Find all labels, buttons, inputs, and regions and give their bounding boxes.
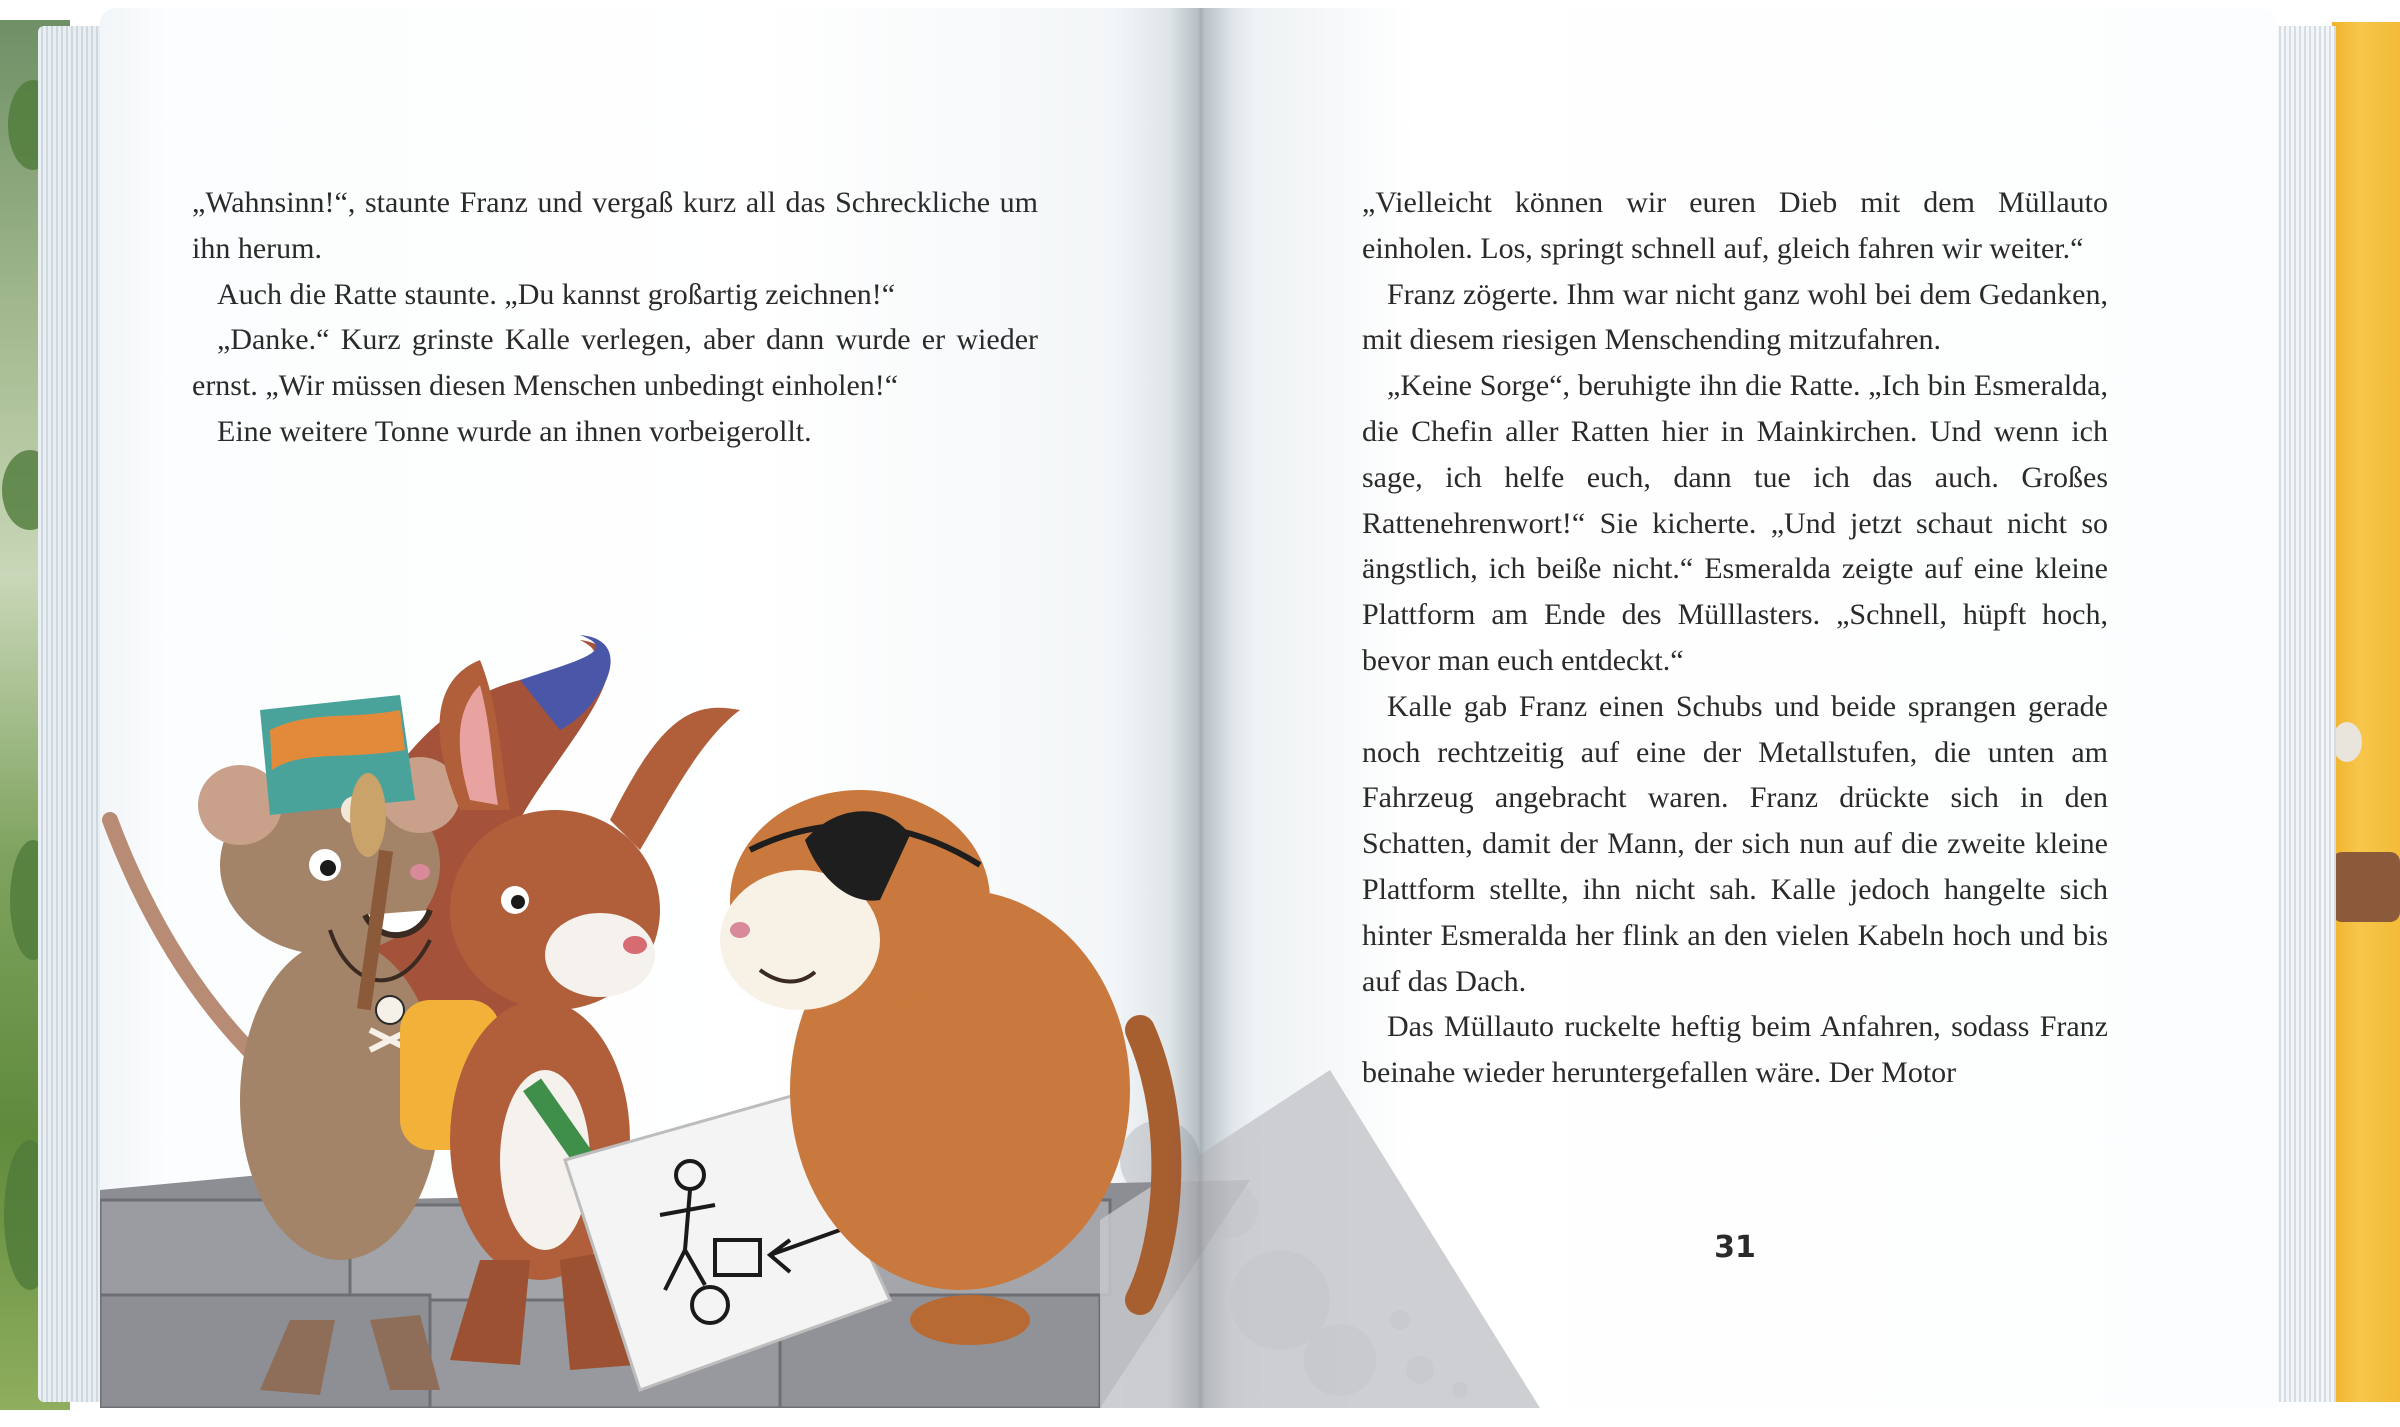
- paragraph: Kalle gab Franz einen Schubs und beide sprangen gerade noch rechtzeitig auf eine der Metallstufen, die unten am Fahrzeug angebracht waren. Franz drückte sich in den Schatten, damit der Mann, der sich nun auf die zweite kleine Plattform stellte, ihn nicht sah. Kalle jedoch hangelte sich hinter Esmeralda her flink an den vielen Kabeln hoch und bis auf das Dach.: [1362, 689, 2108, 998]
- paragraph: Das Müllauto ruckelte heftig beim Anfahren, sodass Franz beinahe wieder heruntergefallen wäre. Der Motor: [1362, 1010, 2108, 1090]
- cover-illustration-fragment: [2332, 722, 2362, 762]
- paragraph: Eine weitere Tonne wurde an ihnen vorbeigerollt.: [217, 414, 812, 448]
- right-page-text: [1362, 180, 2108, 1096]
- book-cover-edge: [2332, 22, 2400, 1402]
- paragraph: Franz zögerte. Ihm war nicht ganz wohl bei dem Gedanken, mit diesem riesigen Menschending mitzufahren.: [1362, 277, 2108, 357]
- left-page-text: [192, 180, 1038, 455]
- paragraph: „Keine Sorge“, beruhigte ihn die Ratte. „Ich bin Esmeralda, die Chefin aller Ratten hier in Mainkirchen. Und wenn ich sage, ich helfe euch, dann tue ich das auch. Großes Rattenehrenwort!“ Sie kicherte. „Und jetzt schaut nicht so ängstlich, ich beiße nicht.“ Esmeralda zeigte auf eine kleine Plattform am Ende des Mülllasters. „Schnell, hüpft hoch, bevor man euch entdeckt.“: [1362, 369, 2108, 677]
- page-stack-left: [38, 26, 108, 1402]
- paragraph: „Wahnsinn!“, staunte Franz und vergaß kurz all das Schreckliche um ihn herum.: [192, 186, 1038, 265]
- cover-illustration-fragment: [2332, 852, 2400, 922]
- page-number: 31: [1714, 1230, 1756, 1265]
- paragraph: „Danke.“ Kurz grinste Kalle verlegen, aber dann wurde er wieder ernst. „Wir müssen diesen Menschen unbedingt einholen!“: [192, 323, 1038, 403]
- page-stack-right: [2276, 26, 2336, 1402]
- paragraph: Auch die Ratte staunte. „Du kannst großartig zeichnen!“: [217, 277, 896, 311]
- paragraph: „Vielleicht können wir euren Dieb mit dem Müllauto einholen. Los, springt schnell auf, gleich fahren wir weiter.“: [1362, 186, 2108, 265]
